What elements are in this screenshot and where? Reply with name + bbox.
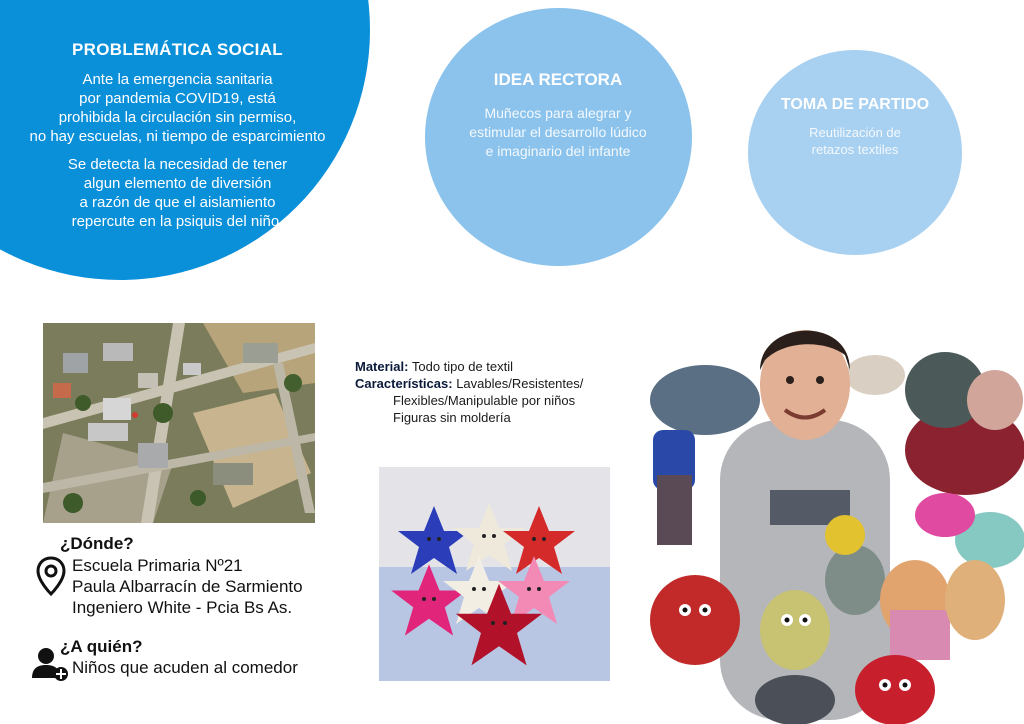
caracteristicas-line3: Figuras sin moldería <box>393 410 511 425</box>
text-line: Se detecta la necesidad de tener <box>67 156 288 173</box>
text-line: algun elemento de diversión <box>83 175 272 192</box>
child-with-plush-toys-photo <box>645 300 1024 724</box>
text-line: prohibida la circulación sin permiso, <box>58 109 297 126</box>
text-line: estimular el desarrollo lúdico <box>469 124 647 140</box>
problematica-para2 <box>0 155 355 231</box>
star-plushies-photo <box>379 467 610 681</box>
idea-title: IDEA RECTORA <box>493 70 623 89</box>
problematica-title: PROBLEMÁTICA SOCIAL <box>72 40 283 59</box>
idea-text <box>432 104 684 161</box>
text-line: repercute en la psiquis del niño. <box>71 213 284 230</box>
idea-block <box>432 70 684 161</box>
address-line: Ingeniero White - Pcia Bs As. <box>72 598 293 617</box>
quien-text: Niños que acuden al comedor <box>72 658 298 677</box>
caracteristicas-label: Características: <box>355 376 453 391</box>
toma-text <box>755 124 955 158</box>
toma-block <box>755 96 955 158</box>
quien-title: ¿A quién? <box>60 637 143 656</box>
address-line: Paula Albarracín de Sarmiento <box>72 577 303 596</box>
text-line: a razón de que el aislamiento <box>79 194 276 211</box>
toma-title: TOMA DE PARTIDO <box>780 96 930 113</box>
donde-address <box>72 555 303 618</box>
material-value: Todo tipo de textil <box>411 359 514 374</box>
material-label: Material: <box>355 359 409 374</box>
address-line: Escuela Primaria Nº21 <box>72 556 243 575</box>
donde-title: ¿Dónde? <box>60 534 134 553</box>
problematica-para1 <box>0 70 355 146</box>
text-line: e imaginario del infante <box>485 143 631 159</box>
caracteristicas-value: Lavables/Resistentes/ <box>456 376 584 391</box>
text-line: Muñecos para alegrar y <box>484 105 632 121</box>
material-block <box>355 358 583 426</box>
text-line: retazos textiles <box>811 142 899 157</box>
text-line: Reutilización de <box>809 125 901 140</box>
text-line: Ante la emergencia sanitaria <box>82 71 273 88</box>
location-pin-icon <box>36 556 66 601</box>
satellite-map <box>43 323 315 523</box>
problematica-block <box>0 40 355 240</box>
text-line: no hay escuelas, ni tiempo de esparcimiento <box>29 128 326 145</box>
text-line: por pandemia COVID19, está <box>79 90 276 107</box>
caracteristicas-line2: Flexibles/Manipulable por niños <box>393 393 576 408</box>
